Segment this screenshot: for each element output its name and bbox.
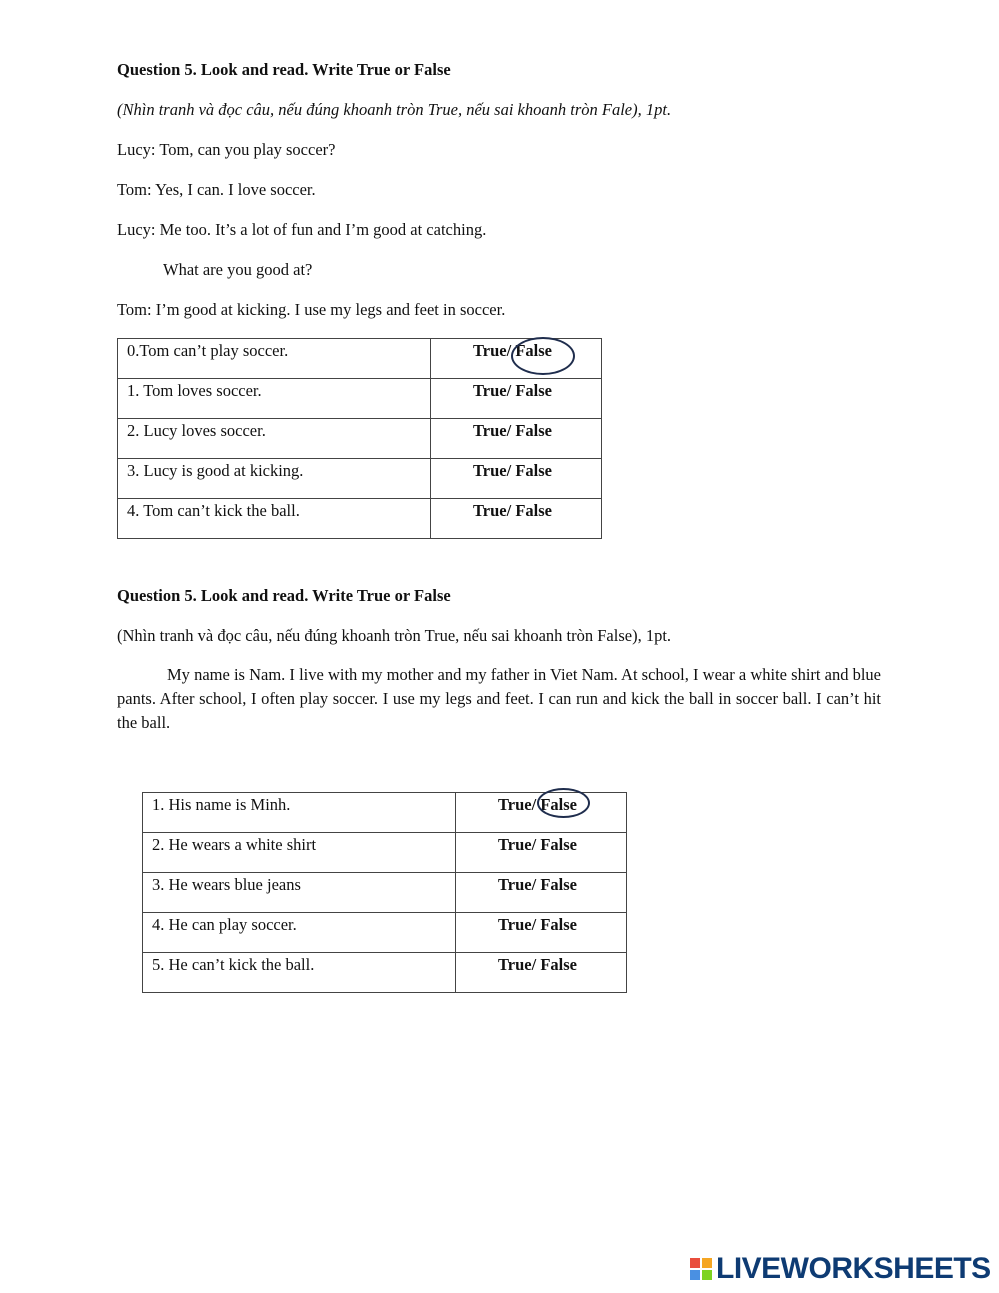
- dialogue-line: What are you good at?: [163, 260, 313, 279]
- table-row: [143, 913, 627, 953]
- answer-cell[interactable]: [431, 339, 602, 379]
- answer-text: True/ False: [498, 795, 577, 814]
- answer-text: True/ False: [498, 875, 577, 894]
- answer-cell[interactable]: [431, 499, 602, 539]
- section2-table: [142, 792, 627, 993]
- dialogue-line: Tom: I’m good at kicking. I use my legs and feet in soccer.: [117, 300, 506, 319]
- answer-cell[interactable]: [456, 913, 627, 953]
- statement-cell: 1. His name is Minh.: [143, 793, 456, 833]
- dialogue-line: Tom: Yes, I can. I love soccer.: [117, 180, 316, 199]
- answer-text: True/ False: [498, 835, 577, 854]
- table-row: [118, 499, 602, 539]
- logo-tile: [702, 1258, 712, 1268]
- table-row: [118, 459, 602, 499]
- statement-cell: 4. Tom can’t kick the ball.: [118, 499, 431, 539]
- table-row: [143, 953, 627, 993]
- liveworksheets-logo: [690, 1253, 991, 1285]
- statement-cell: 1. Tom loves soccer.: [118, 379, 431, 419]
- logo-tiles-icon: [690, 1258, 712, 1280]
- answer-cell[interactable]: [431, 419, 602, 459]
- answer-cell[interactable]: [456, 873, 627, 913]
- answer-cell[interactable]: [431, 379, 602, 419]
- dialogue-line: Lucy: Tom, can you play soccer?: [117, 140, 336, 159]
- section2-title: Question 5. Look and read. Write True or False: [117, 586, 451, 605]
- section1-table: [117, 338, 602, 539]
- answer-circle-mark: [511, 337, 575, 375]
- answer-cell[interactable]: [431, 459, 602, 499]
- answer-text: True/ False: [498, 955, 577, 974]
- answer-text: True/ False: [473, 381, 552, 400]
- table-row: [118, 379, 602, 419]
- answer-cell[interactable]: [456, 953, 627, 993]
- reading-passage: My name is Nam. I live with my mother and my father in Viet Nam. At school, I wear a white shirt and blue pants. After school, I often play soccer. I use my legs and feet. I can run and kick the ball in soccer ball. I can’t hit the ball.: [117, 665, 881, 732]
- logo-tile: [690, 1270, 700, 1280]
- table-row: [143, 793, 627, 833]
- logo-tile: [702, 1270, 712, 1280]
- table-row: [118, 419, 602, 459]
- answer-cell[interactable]: [456, 833, 627, 873]
- statement-cell: 2. He wears a white shirt: [143, 833, 456, 873]
- answer-text: True/ False: [498, 915, 577, 934]
- statement-cell: 3. He wears blue jeans: [143, 873, 456, 913]
- statement-cell: 2. Lucy loves soccer.: [118, 419, 431, 459]
- answer-cell[interactable]: [456, 793, 627, 833]
- answer-text: True/ False: [473, 341, 552, 360]
- logo-tile: [690, 1258, 700, 1268]
- section2-instruction: (Nhìn tranh và đọc câu, nếu đúng khoanh tròn True, nếu sai khoanh tròn False), 1pt.: [117, 626, 672, 645]
- section1-instruction: (Nhìn tranh và đọc câu, nếu đúng khoanh tròn True, nếu sai khoanh tròn Fale), 1pt.: [117, 100, 672, 119]
- logo-text: LIVEWORKSHEETS: [716, 1252, 991, 1285]
- statement-cell: 3. Lucy is good at kicking.: [118, 459, 431, 499]
- table-row: [143, 873, 627, 913]
- answer-text: True/ False: [473, 461, 552, 480]
- answer-text: True/ False: [473, 501, 552, 520]
- answer-circle-mark: [537, 788, 590, 818]
- answer-text: True/ False: [473, 421, 552, 440]
- table-row: [143, 833, 627, 873]
- statement-cell: 5. He can’t kick the ball.: [143, 953, 456, 993]
- statement-cell: 0.Tom can’t play soccer.: [118, 339, 431, 379]
- section1-title: Question 5. Look and read. Write True or False: [117, 60, 451, 79]
- statement-cell: 4. He can play soccer.: [143, 913, 456, 953]
- dialogue-line: Lucy: Me too. It’s a lot of fun and I’m good at catching.: [117, 220, 487, 239]
- table-row: [118, 339, 602, 379]
